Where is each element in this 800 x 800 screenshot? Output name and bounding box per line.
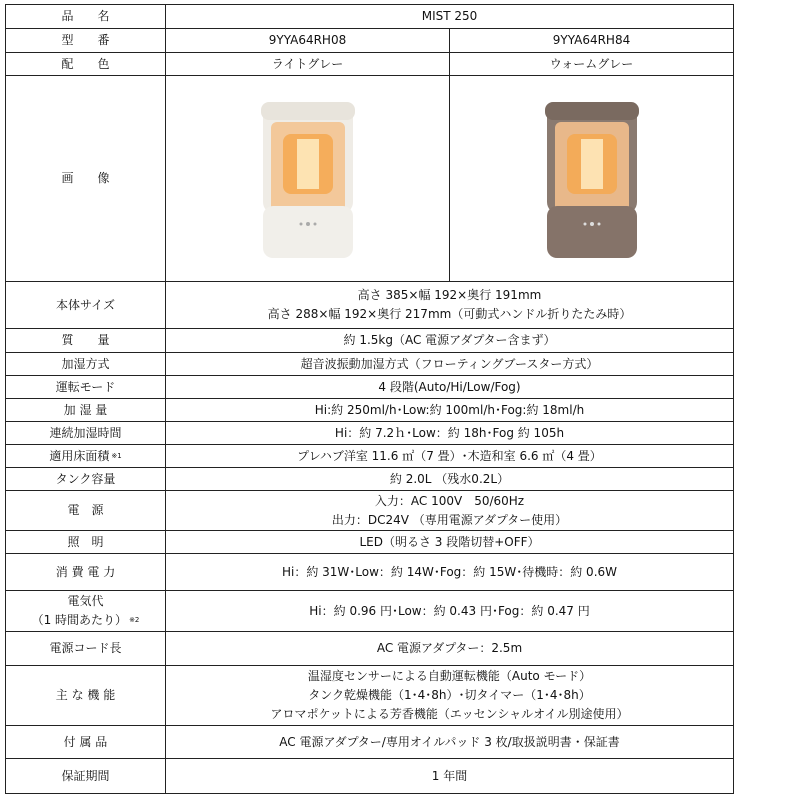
- row-power: [6, 491, 734, 531]
- feature-line: アロマポケットによる芳香機能（エッセンシャルオイル別途使用）: [270, 707, 629, 721]
- value-light: LED（明るさ 3 段階切替+OFF）: [166, 531, 734, 554]
- footnote-2: ※2: [129, 616, 140, 624]
- feature-line: 温湿度センサーによる自動運転機能（Auto モード）: [307, 669, 592, 683]
- label-features: 主 な 機 能: [6, 666, 166, 726]
- humidifier-warm-gray-image: [537, 94, 647, 264]
- value-color-2: ウォームグレー: [450, 53, 734, 76]
- humidifier-light-gray-image: [253, 94, 363, 264]
- label-power: 電 源: [6, 491, 166, 531]
- label-color: 配 色: [6, 53, 166, 76]
- label-light: 照 明: [6, 531, 166, 554]
- label-name: 品 名: [6, 5, 166, 29]
- value-weight: 約 1.5kg（AC 電源アダプター含まず）: [166, 329, 734, 353]
- row-humid-amount: [6, 399, 734, 422]
- label-mode: 運転モード: [6, 376, 166, 399]
- value-consumption: Hi：約 31W･Low：約 14W･Fog：約 15W･待機時：約 0.6W: [166, 554, 734, 591]
- spec-table: [5, 4, 734, 794]
- row-tank: [6, 468, 734, 491]
- value-features: [166, 666, 734, 726]
- row-color: [6, 53, 734, 76]
- value-tank: 約 2.0L （残水0.2L）: [166, 468, 734, 491]
- value-method: 超音波振動加湿方式（フローティングブースター方式）: [166, 353, 734, 376]
- label-floor: [6, 445, 166, 468]
- label-warranty: 保証期間: [6, 759, 166, 794]
- label-model: 型 番: [6, 29, 166, 53]
- floor-label-text: 適用床面積: [49, 448, 110, 463]
- row-accessories: [6, 726, 734, 759]
- value-humid-amount: Hi:約 250ml/h･Low:約 100ml/h･Fog:約 18ml/h: [166, 399, 734, 422]
- value-name: MIST 250: [166, 5, 734, 29]
- row-name: [6, 5, 734, 29]
- value-floor: プレハブ洋室 11.6 ㎡（7 畳）･木造和室 6.6 ㎡（4 畳）: [166, 445, 734, 468]
- row-continuous: [6, 422, 734, 445]
- power-line: 入力：AC 100V 50/60Hz: [374, 493, 525, 508]
- label-consumption: 消 費 電 力: [6, 554, 166, 591]
- feature-line: タンク乾燥機能（1･4･8h）･切タイマー（1･4･8h）: [308, 688, 591, 702]
- value-cost: Hi：約 0.96 円･Low：約 0.43 円･Fog：約 0.47 円: [166, 591, 734, 632]
- power-line: 出力：DC24V （専用電源アダプター使用）: [331, 512, 568, 527]
- value-model-1: 9YYA64RH08: [166, 29, 450, 53]
- size-line: 高さ 385×幅 192×奥行 191mm: [357, 288, 542, 302]
- row-mode: [6, 376, 734, 399]
- label-weight: 質 量: [6, 329, 166, 353]
- label-method: 加湿方式: [6, 353, 166, 376]
- row-weight: [6, 329, 734, 353]
- row-features: [6, 666, 734, 726]
- row-light: [6, 531, 734, 554]
- value-color-1: ライトグレー: [166, 53, 450, 76]
- row-size: [6, 282, 734, 329]
- label-image: 画 像: [6, 76, 166, 282]
- row-warranty: [6, 759, 734, 794]
- row-method: [6, 353, 734, 376]
- cost-label-text: 電気代: [67, 594, 104, 608]
- label-size: 本体サイズ: [6, 282, 166, 329]
- label-humid-amount: 加 湿 量: [6, 399, 166, 422]
- value-mode: 4 段階(Auto/Hi/Low/Fog): [166, 376, 734, 399]
- product-image-warm-gray: [450, 76, 734, 282]
- value-size: [166, 282, 734, 329]
- label-cost: [6, 591, 166, 632]
- row-cost: [6, 591, 734, 632]
- row-consumption: [6, 554, 734, 591]
- row-floor: [6, 445, 734, 468]
- label-cord: 電源コード長: [6, 632, 166, 666]
- cost-label-sub: （1 時間あたり）: [31, 613, 128, 627]
- value-accessories: AC 電源アダプター/専用オイルパッド 3 枚/取扱説明書・保証書: [166, 726, 734, 759]
- value-warranty: 1 年間: [166, 759, 734, 794]
- label-continuous: 連続加湿時間: [6, 422, 166, 445]
- size-line: 高さ 288×幅 192×奥行 217mm（可動式ハンドル折りたたみ時）: [267, 307, 632, 321]
- label-accessories: 付 属 品: [6, 726, 166, 759]
- row-image: [6, 76, 734, 282]
- value-model-2: 9YYA64RH84: [450, 29, 734, 53]
- product-image-light-gray: [166, 76, 450, 282]
- label-tank: タンク容量: [6, 468, 166, 491]
- value-continuous: Hi：約 7.2ｈ･Low：約 18h･Fog 約 105h: [166, 422, 734, 445]
- row-cord: [6, 632, 734, 666]
- value-power: [166, 491, 734, 531]
- row-model: [6, 29, 734, 53]
- value-cord: AC 電源アダプター：2.5m: [166, 632, 734, 666]
- footnote-1: ※1: [111, 451, 122, 460]
